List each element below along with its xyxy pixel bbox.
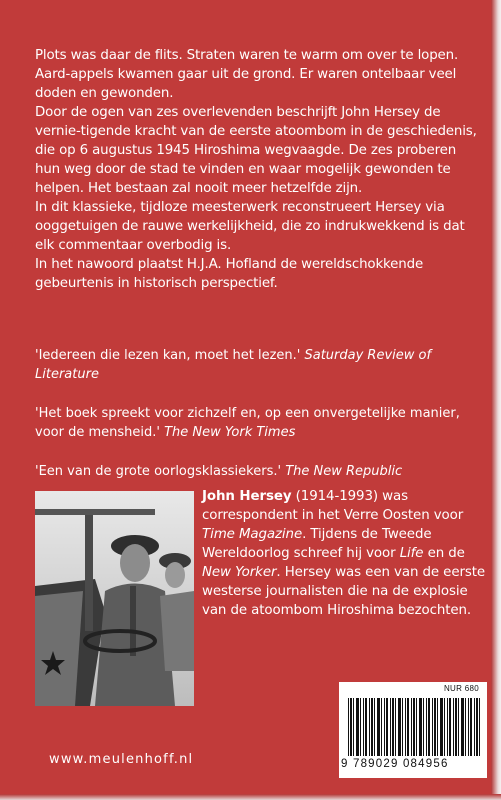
blurb-text — [35, 46, 485, 293]
isbn-number: 9 789029 084956 — [341, 758, 449, 770]
review-quote-3 — [35, 462, 485, 481]
quote-text: 'Iedereen die lezen kan, moet het lezen.' — [35, 348, 301, 363]
review-quotes — [35, 346, 485, 501]
review-quote-1 — [35, 346, 485, 384]
author-photo — [35, 491, 194, 706]
blurb-paragraph-4: In het nawoord plaatst H.J.A. Hofland de wereldschokkende gebeurtenis in historisch perspectief. — [35, 257, 424, 291]
author-bio-text — [202, 487, 487, 620]
author-photo-image — [35, 491, 194, 706]
nur-code: NUR 680 — [443, 684, 479, 693]
page-edge-right — [491, 0, 501, 800]
bio-publication-2: Life — [399, 546, 424, 561]
isbn-barcode — [339, 682, 487, 778]
barcode-bars — [348, 698, 480, 756]
bio-text-1: (1914-1993) was correspondent in het Verre Oosten voor — [202, 489, 464, 523]
quote-source: Saturday Review of Literature — [35, 348, 432, 382]
quote-source: The New York Times — [164, 425, 296, 440]
bio-text-4: . Hersey was een van de eerste westerse journalisten die na de explosie van de atoombom Hiroshima bezochten. — [202, 565, 486, 618]
quote-source: The New Republic — [285, 464, 403, 479]
bio-publication-3: New Yorker — [202, 565, 277, 580]
author-name: John Hersey — [202, 489, 292, 504]
blurb-paragraph-1: Plots was daar de flits. Straten waren te warm om over te lopen. Aard-appels kwamen gaar uit de grond. Er waren ontelbaar veel doden en gewonden. — [35, 48, 459, 101]
blurb-paragraph-3: In dit klassieke, tijdloze meesterwerk reconstrueert Hersey via ooggetuigen de rauwe werkelijkheid, die zo indrukwekkend is dat elk commentaar overbodig is. — [35, 200, 465, 253]
bio-publication-1: Time Magazine — [202, 527, 303, 542]
bio-text-3: en de — [427, 546, 465, 561]
quote-text: 'Het boek spreekt voor zichzelf en, op een onvergetelijke manier, voor de mensheid.' — [35, 406, 460, 440]
publisher-url[interactable]: www.meulenhoff.nl — [49, 752, 194, 767]
bio-text-2: . Tijdens de Tweede Wereldoorlog schreef hij voor — [202, 527, 432, 561]
blurb-paragraph-2: Door de ogen van zes overlevenden beschrijft John Hersey de vernie-tigende kracht van de eerste atoombom in de geschiedenis, die op 6 augustus 1945 Hiroshima wegvaagde. De zes proberen hun weg door de stad te vinden en waar mogelijk gewonden te helpen. Het bestaan zal nooit meer hetzelfde zijn. — [35, 105, 477, 196]
author-bio — [202, 487, 487, 620]
review-quote-2 — [35, 404, 485, 442]
page-edge-bottom — [0, 794, 501, 800]
quote-text: 'Een van de grote oorlogsklassiekers.' — [35, 464, 282, 479]
